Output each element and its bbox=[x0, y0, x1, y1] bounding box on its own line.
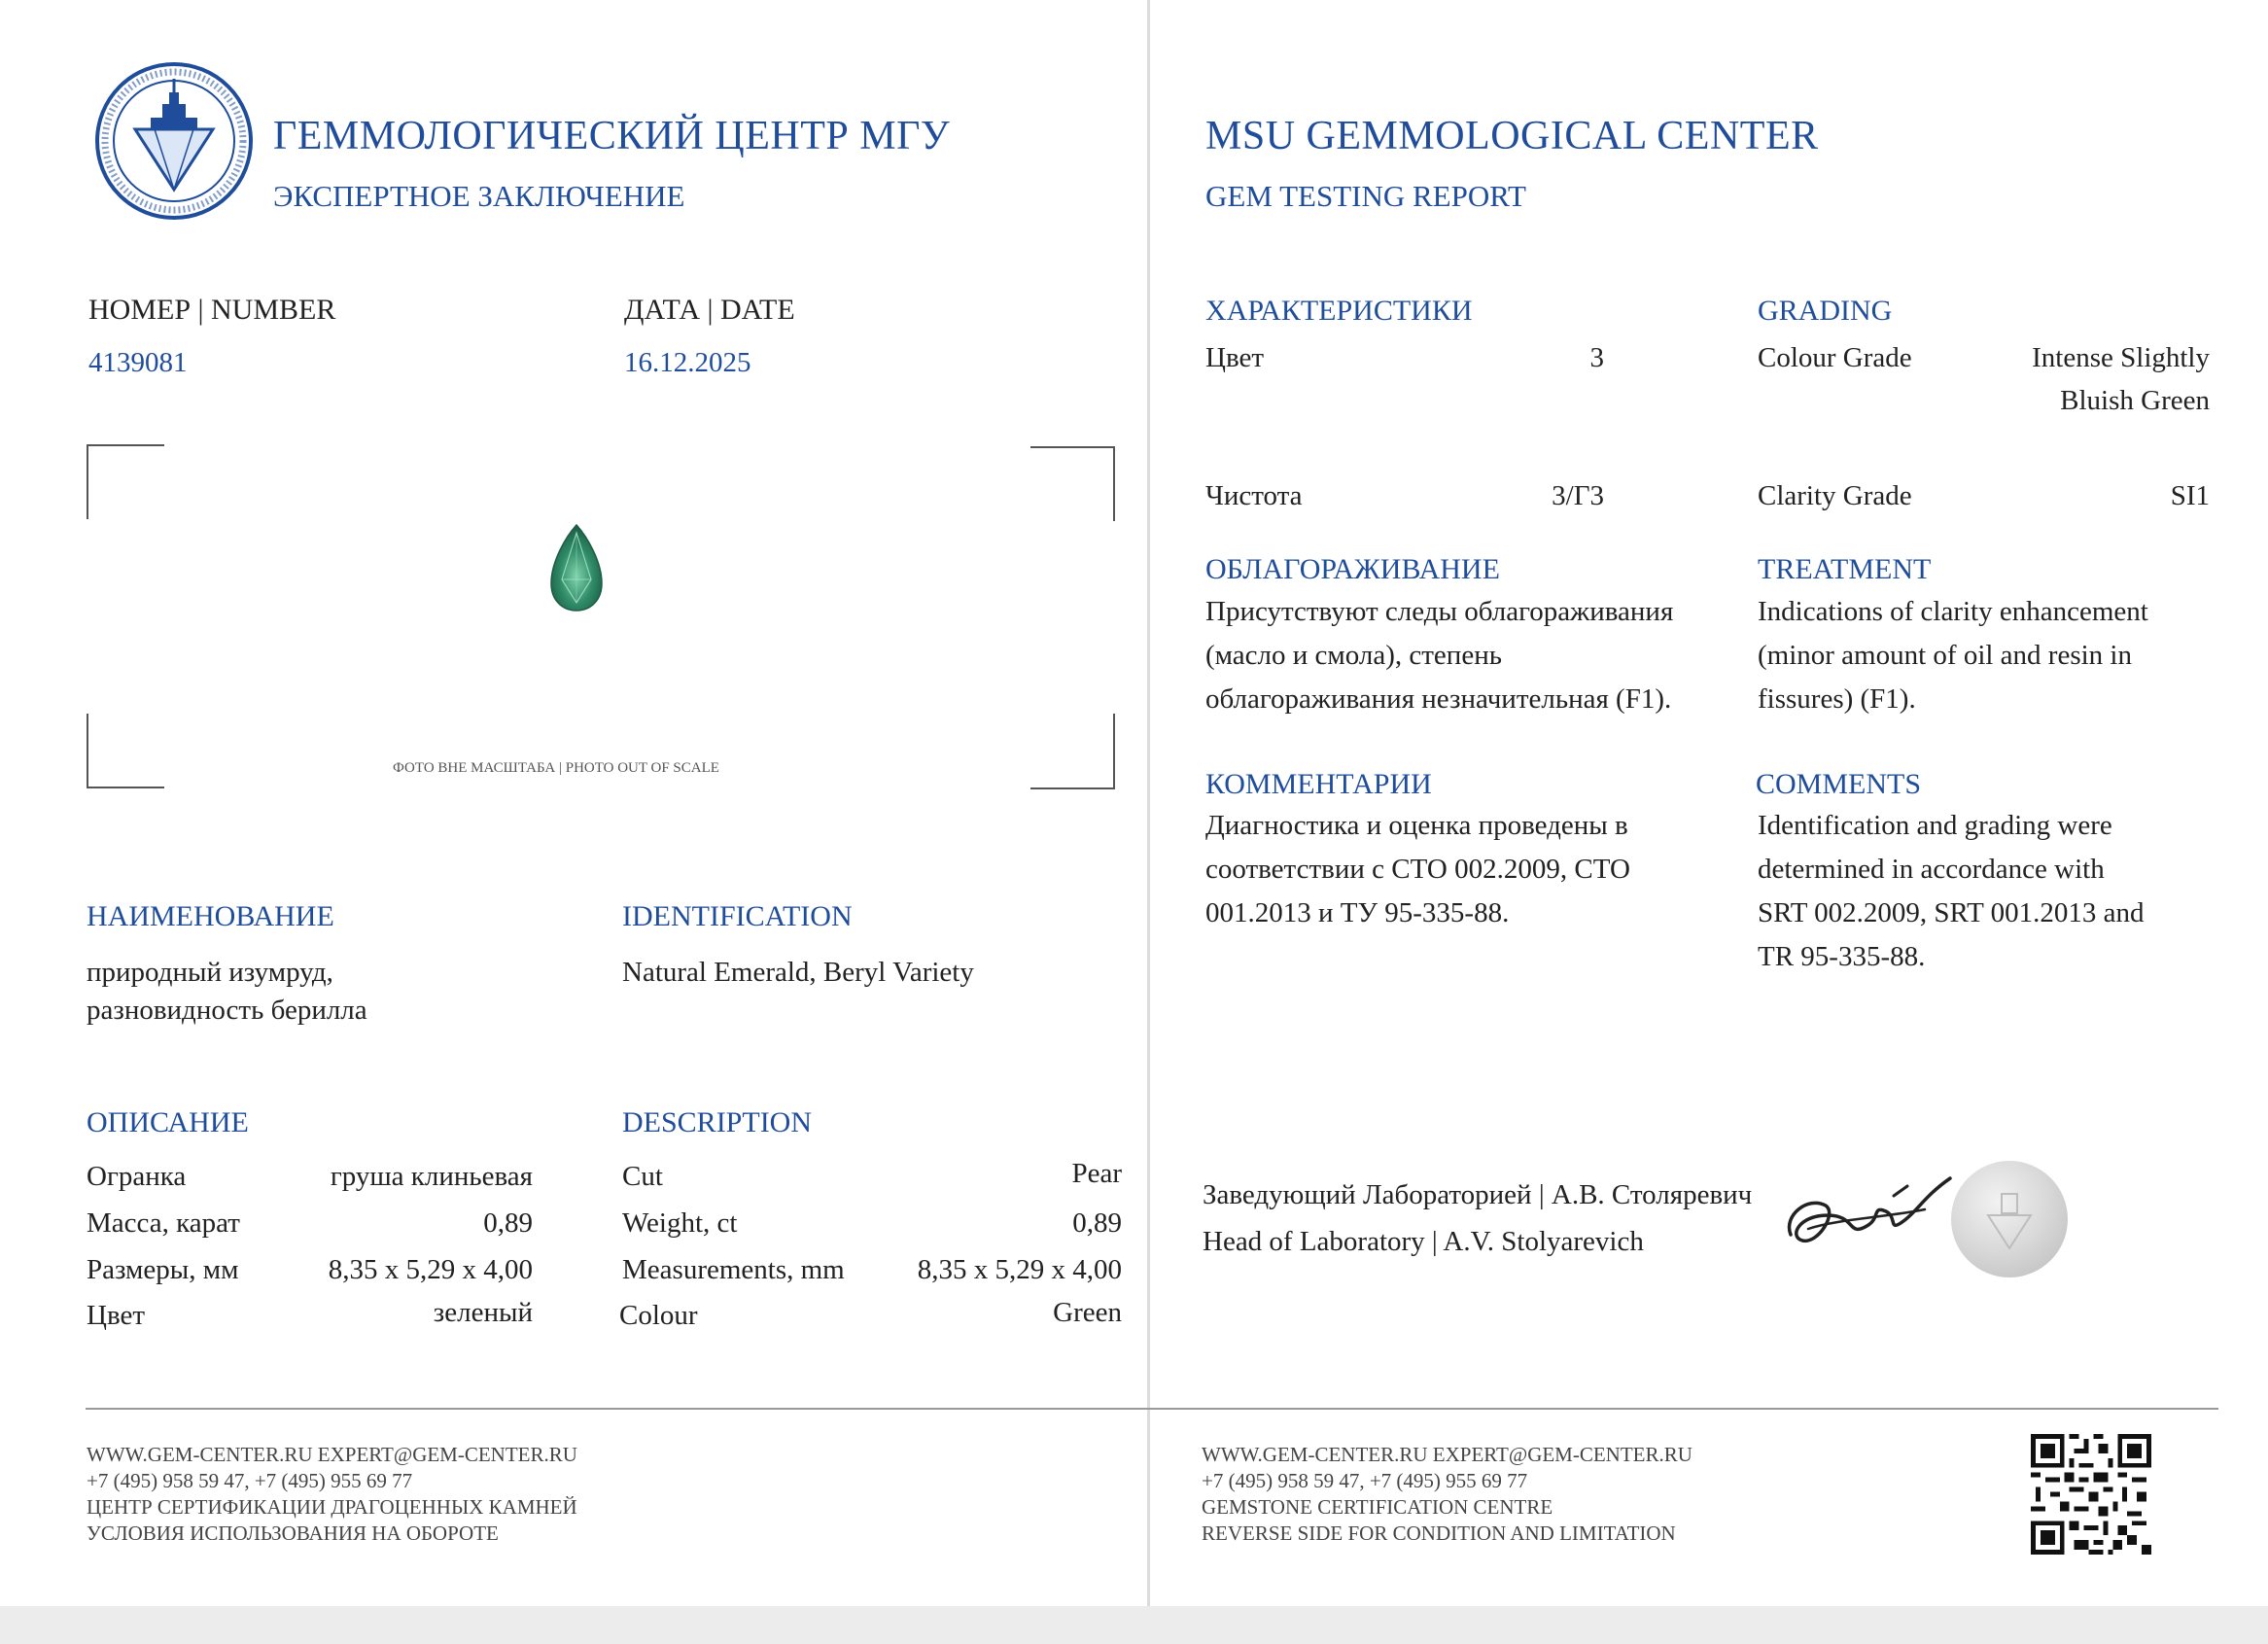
treatment-ru-line: Присутствуют следы облагораживания bbox=[1205, 596, 1674, 627]
date-value: 16.12.2025 bbox=[624, 347, 751, 378]
left-subtitle: ЭКСПЕРТНОЕ ЗАКЛЮЧЕНИЕ bbox=[273, 179, 685, 213]
comments-ru-line: 001.2013 и ТУ 95-335-88. bbox=[1205, 897, 1510, 928]
colour-en-value-line1: Intense Slightly bbox=[2032, 342, 2210, 373]
right-footer bbox=[1202, 1442, 1692, 1547]
desc-en-label: Measurements, mm bbox=[622, 1254, 845, 1285]
footer-line: +7 (495) 958 59 47, +7 (495) 955 69 77 bbox=[87, 1469, 413, 1492]
footer-line: GEMSTONE CERTIFICATION CENTRE bbox=[1202, 1495, 1553, 1519]
comments-en-line: TR 95-335-88. bbox=[1758, 941, 1926, 972]
comments-en-line: determined in accordance with bbox=[1758, 854, 2105, 885]
desc-ru-label: Огранка bbox=[87, 1161, 187, 1192]
comments-en-line: SRT 002.2009, SRT 001.2013 and bbox=[1758, 897, 2145, 928]
treatment-ru bbox=[1205, 590, 1673, 721]
emerald-photo bbox=[548, 523, 605, 612]
desc-en-value: 8,35 x 5,29 x 4,00 bbox=[917, 1254, 1122, 1285]
number-label: НОМЕР | NUMBER bbox=[88, 294, 336, 326]
page-fold bbox=[1147, 0, 1150, 1609]
treatment-en-line: fissures) (F1). bbox=[1758, 683, 1916, 715]
comments-ru-line: соответствии с СТО 002.2009, СТО bbox=[1205, 854, 1630, 885]
treatment-head-ru: ОБЛАГОРАЖИВАНИЕ bbox=[1205, 553, 1500, 585]
photo-frame-corner bbox=[87, 714, 164, 788]
desc-ru-value: зеленый bbox=[433, 1297, 533, 1328]
head-of-lab-en: Head of Laboratory | A.V. Stolyarevich bbox=[1203, 1226, 1644, 1257]
treatment-en-line: (minor amount of oil and resin in bbox=[1758, 640, 2132, 671]
grading-head-ru: ХАРАКТЕРИСТИКИ bbox=[1205, 295, 1473, 327]
footer-line: ЦЕНТР СЕРТИФИКАЦИИ ДРАГОЦЕННЫХ КАМНЕЙ bbox=[87, 1495, 577, 1519]
treatment-ru-line: облагораживания незначительная (F1). bbox=[1205, 683, 1672, 715]
signature-icon bbox=[1779, 1157, 1964, 1264]
naming-ru-line1: природный изумруд, bbox=[87, 957, 333, 988]
clarity-en-label: Clarity Grade bbox=[1758, 480, 1912, 511]
naming-head-ru: НАИМЕНОВАНИЕ bbox=[87, 900, 334, 932]
right-title: MSU GEMMOLOGICAL CENTER bbox=[1205, 114, 1819, 158]
msu-seal-icon bbox=[94, 61, 254, 221]
photo-frame-corner bbox=[1030, 446, 1115, 521]
right-subtitle: GEM TESTING REPORT bbox=[1205, 179, 1526, 213]
desc-ru-label: Масса, карат bbox=[87, 1207, 240, 1239]
footer-line: WWW.GEM-CENTER.RU EXPERT@GEM-CENTER.RU bbox=[87, 1443, 577, 1466]
footer-line: REVERSE SIDE FOR CONDITION AND LIMITATION bbox=[1202, 1522, 1676, 1545]
comments-en-line: Identification and grading were bbox=[1758, 810, 2112, 841]
colour-ru-label: Цвет bbox=[1205, 342, 1265, 373]
desc-en-value: Green bbox=[1053, 1297, 1122, 1328]
footer-divider bbox=[1147, 1408, 2218, 1410]
desc-ru-label: Размеры, мм bbox=[87, 1254, 239, 1285]
left-title: ГЕММОЛОГИЧЕСКИЙ ЦЕНТР МГУ bbox=[273, 114, 951, 158]
desc-ru-label: Цвет bbox=[87, 1300, 146, 1331]
desc-ru-value: 8,35 x 5,29 x 4,00 bbox=[328, 1254, 533, 1285]
comments-head-ru: КОММЕНТАРИИ bbox=[1205, 768, 1432, 800]
footer-line: УСЛОВИЯ ИСПОЛЬЗОВАНИЯ НА ОБОРОТЕ bbox=[87, 1522, 499, 1545]
photo-caption: ФОТО ВНЕ МАСШТАБА | PHOTO OUT OF SCALE bbox=[393, 760, 719, 776]
desc-en-label: Cut bbox=[622, 1161, 663, 1192]
comments-head-en: COMMENTS bbox=[1756, 768, 1922, 800]
colour-ru-value: 3 bbox=[1589, 342, 1604, 373]
treatment-ru-line: (масло и смола), степень bbox=[1205, 640, 1502, 671]
clarity-ru-label: Чистота bbox=[1205, 480, 1303, 511]
desc-ru-value: 0,89 bbox=[483, 1207, 533, 1239]
hologram-seal-icon bbox=[1949, 1159, 2071, 1280]
desc-en-value: Pear bbox=[1071, 1158, 1122, 1189]
treatment-en bbox=[1758, 590, 2148, 721]
naming-en: Natural Emerald, Beryl Variety bbox=[622, 957, 974, 988]
naming-ru-line2: разновидность берилла bbox=[87, 995, 367, 1026]
desc-head-ru: ОПИСАНИЕ bbox=[87, 1106, 249, 1138]
comments-ru-line: Диагностика и оценка проведены в bbox=[1205, 810, 1628, 841]
desc-en-value: 0,89 bbox=[1072, 1207, 1122, 1239]
footer-divider bbox=[86, 1408, 1147, 1410]
comments-ru bbox=[1205, 804, 1630, 935]
treatment-head-en: TREATMENT bbox=[1758, 553, 1932, 585]
colour-en-label: Colour Grade bbox=[1758, 342, 1912, 373]
photo-frame-corner bbox=[87, 444, 164, 519]
desc-ru-value: груша клиньевая bbox=[330, 1161, 533, 1192]
footer-line: +7 (495) 958 59 47, +7 (495) 955 69 77 bbox=[1202, 1469, 1528, 1492]
qr-code-icon[interactable] bbox=[2031, 1434, 2151, 1555]
number-value: 4139081 bbox=[88, 347, 188, 378]
head-of-lab-ru: Заведующий Лабораторией | А.В. Столяревич bbox=[1203, 1179, 1753, 1210]
colour-en-value-line2: Bluish Green bbox=[2060, 385, 2210, 416]
photo-frame-corner bbox=[1030, 714, 1115, 789]
desc-en-label: Colour bbox=[619, 1300, 698, 1331]
scan-edge bbox=[0, 1606, 2268, 1644]
date-label: ДАТА | DATE bbox=[624, 294, 795, 326]
comments-en bbox=[1758, 804, 2144, 979]
left-footer bbox=[87, 1442, 577, 1547]
clarity-en-value: SI1 bbox=[2170, 480, 2210, 511]
desc-head-en: DESCRIPTION bbox=[622, 1106, 813, 1138]
grading-head-en: GRADING bbox=[1758, 295, 1893, 327]
clarity-ru-value: 3/Г3 bbox=[1552, 480, 1604, 511]
treatment-en-line: Indications of clarity enhancement bbox=[1758, 596, 2148, 627]
footer-line: WWW.GEM-CENTER.RU EXPERT@GEM-CENTER.RU bbox=[1202, 1443, 1692, 1466]
naming-head-en: IDENTIFICATION bbox=[622, 900, 853, 932]
desc-en-label: Weight, ct bbox=[622, 1207, 738, 1239]
